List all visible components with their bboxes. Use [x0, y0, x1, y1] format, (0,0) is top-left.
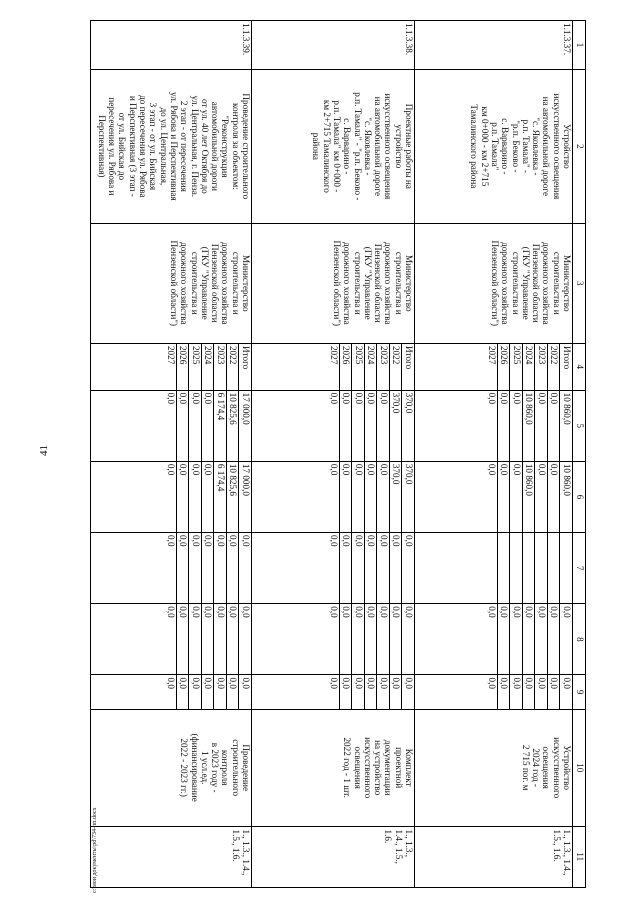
funding-total-value: 0,0 [352, 391, 365, 461]
year-list-value: 2023 [377, 344, 390, 390]
measure-name: Устройство искусственного освещения на автомобильной дороге "с. Яковлевка - р.п. Тамала" - "р.п. Беково - с. Варварино - р.п. Тамала" км 0+000 - км 2+715 Тамалинского района [415, 70, 573, 224]
header-cell: 2 [573, 70, 586, 224]
funding-regional-value: 0,0 [177, 462, 190, 532]
year-list-value: 2022 [390, 344, 403, 390]
funding-total-value: 0,0 [510, 391, 523, 461]
funding-total-value: 0,0 [177, 391, 190, 461]
funding-total-value: 10 860,0 [523, 391, 536, 461]
funding-total-value: 10 825,6 [227, 391, 240, 461]
table-body [91, 21, 573, 888]
measure-number: 1.1.3.39. [91, 21, 252, 70]
funding-total [252, 390, 415, 461]
year-list-value: 2027 [487, 345, 497, 365]
funding-total-value: 0,0 [365, 391, 378, 461]
funding-federal-value: 0,0 [352, 533, 365, 603]
responsible-executor: Министерство строительства и дорожного хозяйства Пензенской области (ГКУ "Управление строительства и дорожного хозяйства Пензенской области") [415, 223, 573, 343]
funding-local-value: 0,0 [227, 604, 240, 674]
funding-regional-value: 0,0 [166, 463, 176, 476]
funding-local-value: 0,0 [166, 606, 176, 618]
funding-local [91, 604, 252, 675]
year-list [415, 343, 573, 390]
indicator-links: 1., 1.3., 1.4., 1.5., 1.6. [91, 826, 252, 887]
funding-other-value: 0,0 [166, 677, 176, 689]
header-row [573, 21, 586, 888]
funding-federal-value [498, 533, 511, 603]
funding-total-value: 10 860,0 [560, 391, 572, 461]
funding-federal-value [548, 533, 561, 603]
funding-total-value: 6 174,4 [214, 391, 227, 461]
funding-regional-value: 0,0 [377, 462, 390, 532]
funding-regional-value: 370,0 [402, 462, 414, 532]
header-cell: 8 [573, 604, 586, 675]
year-list-value: 2023 [535, 344, 548, 390]
funding-local-value: 0,0 [329, 606, 339, 618]
funding-regional-value: 10 825,6 [227, 462, 240, 532]
funding-total-value: 0,0 [548, 391, 561, 461]
funding-other-value: 0,0 [177, 675, 190, 708]
funding-federal [415, 533, 573, 604]
funding-other-value: 0,0 [498, 675, 511, 708]
footer-file-path: c:\мои документы\pd\734-пп.docx [92, 807, 98, 893]
funding-local-value: 0,0 [487, 606, 497, 618]
year-list-value: 2027 [166, 345, 176, 365]
funding-local-value: 0,0 [239, 604, 251, 674]
funding-regional-value: 0,0 [189, 462, 202, 532]
year-list-value: Итого [560, 344, 572, 390]
funding-federal-value: 0,0 [377, 533, 390, 603]
program-measures-table [90, 20, 586, 888]
year-list-value: 2025 [510, 344, 523, 390]
funding-regional-value: 0,0 [510, 462, 523, 532]
funding-total-value: 0,0 [340, 391, 353, 461]
funding-regional-value: 0,0 [202, 462, 215, 532]
funding-local-value: 0,0 [560, 604, 572, 674]
measure-number: 1.1.3.38. [252, 21, 415, 70]
funding-federal-value: 0,0 [402, 533, 414, 603]
year-list-value: 2024 [523, 344, 536, 390]
funding-federal-value [486, 533, 498, 603]
funding-total [415, 390, 573, 461]
funding-local-value: 0,0 [498, 604, 511, 674]
funding-total-value: 0,0 [329, 392, 339, 405]
header-cell: 4 [573, 343, 586, 390]
funding-total-value: 0,0 [535, 391, 548, 461]
funding-regional [252, 461, 415, 532]
funding-other-value: 0,0 [377, 675, 390, 708]
funding-other [252, 675, 415, 709]
funding-other-value: 0,0 [510, 675, 523, 708]
header-cell: 10 [573, 709, 586, 826]
funding-other-value: 0,0 [227, 675, 240, 708]
header-cell: 11 [573, 826, 586, 887]
measure-name: Проведение строительного контроля за объектом: "Реконструкция автомобильной дороги от ул. 40 лет Октября до ул. Центральная, г. Пенза. 2 этап - от пересечения ул. Рябова и Перспективная до ул. Центральная, 3 этап - от ул. Бийская до пересечения ул. Рябова и Перспективная (3 этап - от ул. Бийская до пересечения ул. Рябова и Перспективная) [91, 70, 252, 224]
header-cell: 5 [573, 390, 586, 461]
funding-regional-value: 0,0 [365, 462, 378, 532]
funding-total-value: 0,0 [166, 392, 176, 405]
expected-result: Проведение строительного контроля в 2023 году - 1 усл.ед. (финансирование 2022 - 2023 гг.) [91, 709, 252, 826]
funding-federal-value [535, 533, 548, 603]
funding-local-value: 0,0 [390, 604, 403, 674]
funding-regional [91, 461, 252, 532]
funding-federal-value: 0,0 [202, 533, 215, 603]
year-list-value: 2022 [227, 344, 240, 390]
funding-local-value: 0,0 [177, 604, 190, 674]
year-list-value: 2025 [352, 344, 365, 390]
funding-other-value: 0,0 [560, 675, 572, 708]
funding-regional [415, 461, 573, 532]
funding-federal-value: 0,0 [329, 535, 339, 547]
funding-total-value: 0,0 [189, 391, 202, 461]
year-list-value: 2024 [202, 344, 215, 390]
year-list-value: 2026 [177, 344, 190, 390]
funding-other-value: 0,0 [365, 675, 378, 708]
funding-regional-value: 17 000,0 [239, 462, 251, 532]
funding-local-value: 0,0 [202, 604, 215, 674]
header-cell: 6 [573, 461, 586, 532]
funding-regional-value: 0,0 [535, 462, 548, 532]
table-row [415, 21, 573, 888]
year-list-value: 2026 [340, 344, 353, 390]
expected-result: Комплект проектной документации на устройство искусственного освещения 2022 год - 1 шт. [252, 709, 415, 826]
funding-federal-value: 0,0 [166, 535, 176, 547]
year-list-value: 2023 [214, 344, 227, 390]
indicator-links: 1., 1.3., 1.4., 1.5., 1.6. [415, 826, 573, 887]
funding-local-value: 0,0 [189, 604, 202, 674]
funding-federal [91, 533, 252, 604]
year-list-value: Итого [402, 344, 414, 390]
year-list-value: 2025 [189, 344, 202, 390]
funding-other-value: 0,0 [189, 675, 202, 708]
funding-other-value: 0,0 [352, 675, 365, 708]
year-list [252, 343, 415, 390]
year-list-value: Итого [239, 344, 251, 390]
responsible-executor: Министерство строительства и дорожного хозяйства Пензенской области (ГКУ "Управление строительства и дорожного хозяйства Пензенской области") [91, 223, 252, 343]
table-row [91, 21, 252, 888]
funding-local [252, 604, 415, 675]
funding-local-value: 0,0 [548, 604, 561, 674]
funding-local-value: 0,0 [523, 604, 536, 674]
funding-other-value: 0,0 [214, 675, 227, 708]
funding-federal-value: 0,0 [214, 533, 227, 603]
funding-regional-value: 370,0 [390, 462, 403, 532]
funding-local-value: 0,0 [352, 604, 365, 674]
responsible-executor: Министерство строительства и дорожного хозяйства Пензенской области (ГКУ "Управление строительства и дорожного хозяйства Пензенской области") [252, 223, 415, 343]
funding-local [415, 604, 573, 675]
funding-federal-value: 0,0 [227, 533, 240, 603]
funding-federal-value: 0,0 [365, 533, 378, 603]
table-rotated-container [91, 20, 586, 888]
header-cell: 7 [573, 533, 586, 604]
header-cell: 9 [573, 675, 586, 709]
funding-local-value: 0,0 [402, 604, 414, 674]
funding-other-value: 0,0 [523, 675, 536, 708]
funding-federal-value: 0,0 [189, 533, 202, 603]
funding-federal [252, 533, 415, 604]
funding-regional-value: 0,0 [487, 463, 497, 476]
funding-other-value: 0,0 [548, 675, 561, 708]
funding-total [91, 390, 252, 461]
funding-other-value: 0,0 [390, 675, 403, 708]
funding-other-value: 0,0 [487, 677, 497, 689]
funding-regional-value: 0,0 [329, 463, 339, 476]
year-list-value: 2022 [548, 344, 561, 390]
funding-total-value: 0,0 [498, 391, 511, 461]
funding-local-value: 0,0 [535, 604, 548, 674]
funding-total-value: 0,0 [377, 391, 390, 461]
funding-other-value: 0,0 [239, 675, 251, 708]
funding-other-value: 0,0 [329, 677, 339, 689]
funding-other [91, 675, 252, 709]
year-list [91, 343, 252, 390]
funding-local-value: 0,0 [377, 604, 390, 674]
funding-regional-value: 6 174,4 [214, 462, 227, 532]
funding-local-value: 0,0 [214, 604, 227, 674]
funding-total-value: 17 000,0 [239, 391, 251, 461]
funding-regional-value: 10 860,0 [523, 462, 536, 532]
funding-total-value: 370,0 [402, 391, 414, 461]
funding-other-value: 0,0 [340, 675, 353, 708]
year-list-value: 2024 [365, 344, 378, 390]
funding-federal-value [560, 533, 572, 603]
year-list-value: 2027 [329, 345, 339, 365]
funding-other-value: 0,0 [202, 675, 215, 708]
funding-federal-value [523, 533, 536, 603]
funding-federal-value: 0,0 [239, 533, 251, 603]
measure-name: Проектные работы на устройство искусственного освещения на автомобильной дороге "с. Яковлевка - р.п. Тамала" - "р.п. Беково - с. Варварино - р.п. Тамала" км 0+000 - км 2+715 Тамалинского района [252, 70, 415, 224]
measure-number: 1.1.3.37. [415, 21, 573, 70]
funding-other-value: 0,0 [535, 675, 548, 708]
page-number: 41 [38, 445, 50, 456]
funding-federal-value [510, 533, 523, 603]
funding-total-value: 370,0 [390, 391, 403, 461]
funding-regional-value: 10 860,0 [560, 462, 572, 532]
funding-local-value: 0,0 [365, 604, 378, 674]
indicator-links: 1., 1.3., 1.4., 1.5., 1.6. [252, 826, 415, 887]
table-row [252, 21, 415, 888]
header-cell: 1 [573, 21, 586, 70]
funding-regional-value: 0,0 [340, 462, 353, 532]
year-list-value: 2026 [498, 344, 511, 390]
funding-total-value: 0,0 [487, 392, 497, 405]
funding-regional-value: 0,0 [352, 462, 365, 532]
funding-local-value: 0,0 [510, 604, 523, 674]
funding-local-value: 0,0 [340, 604, 353, 674]
funding-regional-value: 0,0 [548, 462, 561, 532]
funding-federal-value: 0,0 [340, 533, 353, 603]
funding-total-value: 0,0 [202, 391, 215, 461]
funding-other-value: 0,0 [402, 675, 414, 708]
funding-other [415, 675, 573, 709]
funding-federal-value: 0,0 [390, 533, 403, 603]
header-cell: 3 [573, 223, 586, 343]
expected-result: Устройство искусственного освещения 2024 год - 2 715 пог. м [415, 709, 573, 826]
funding-regional-value: 0,0 [498, 462, 511, 532]
funding-federal-value: 0,0 [177, 533, 190, 603]
